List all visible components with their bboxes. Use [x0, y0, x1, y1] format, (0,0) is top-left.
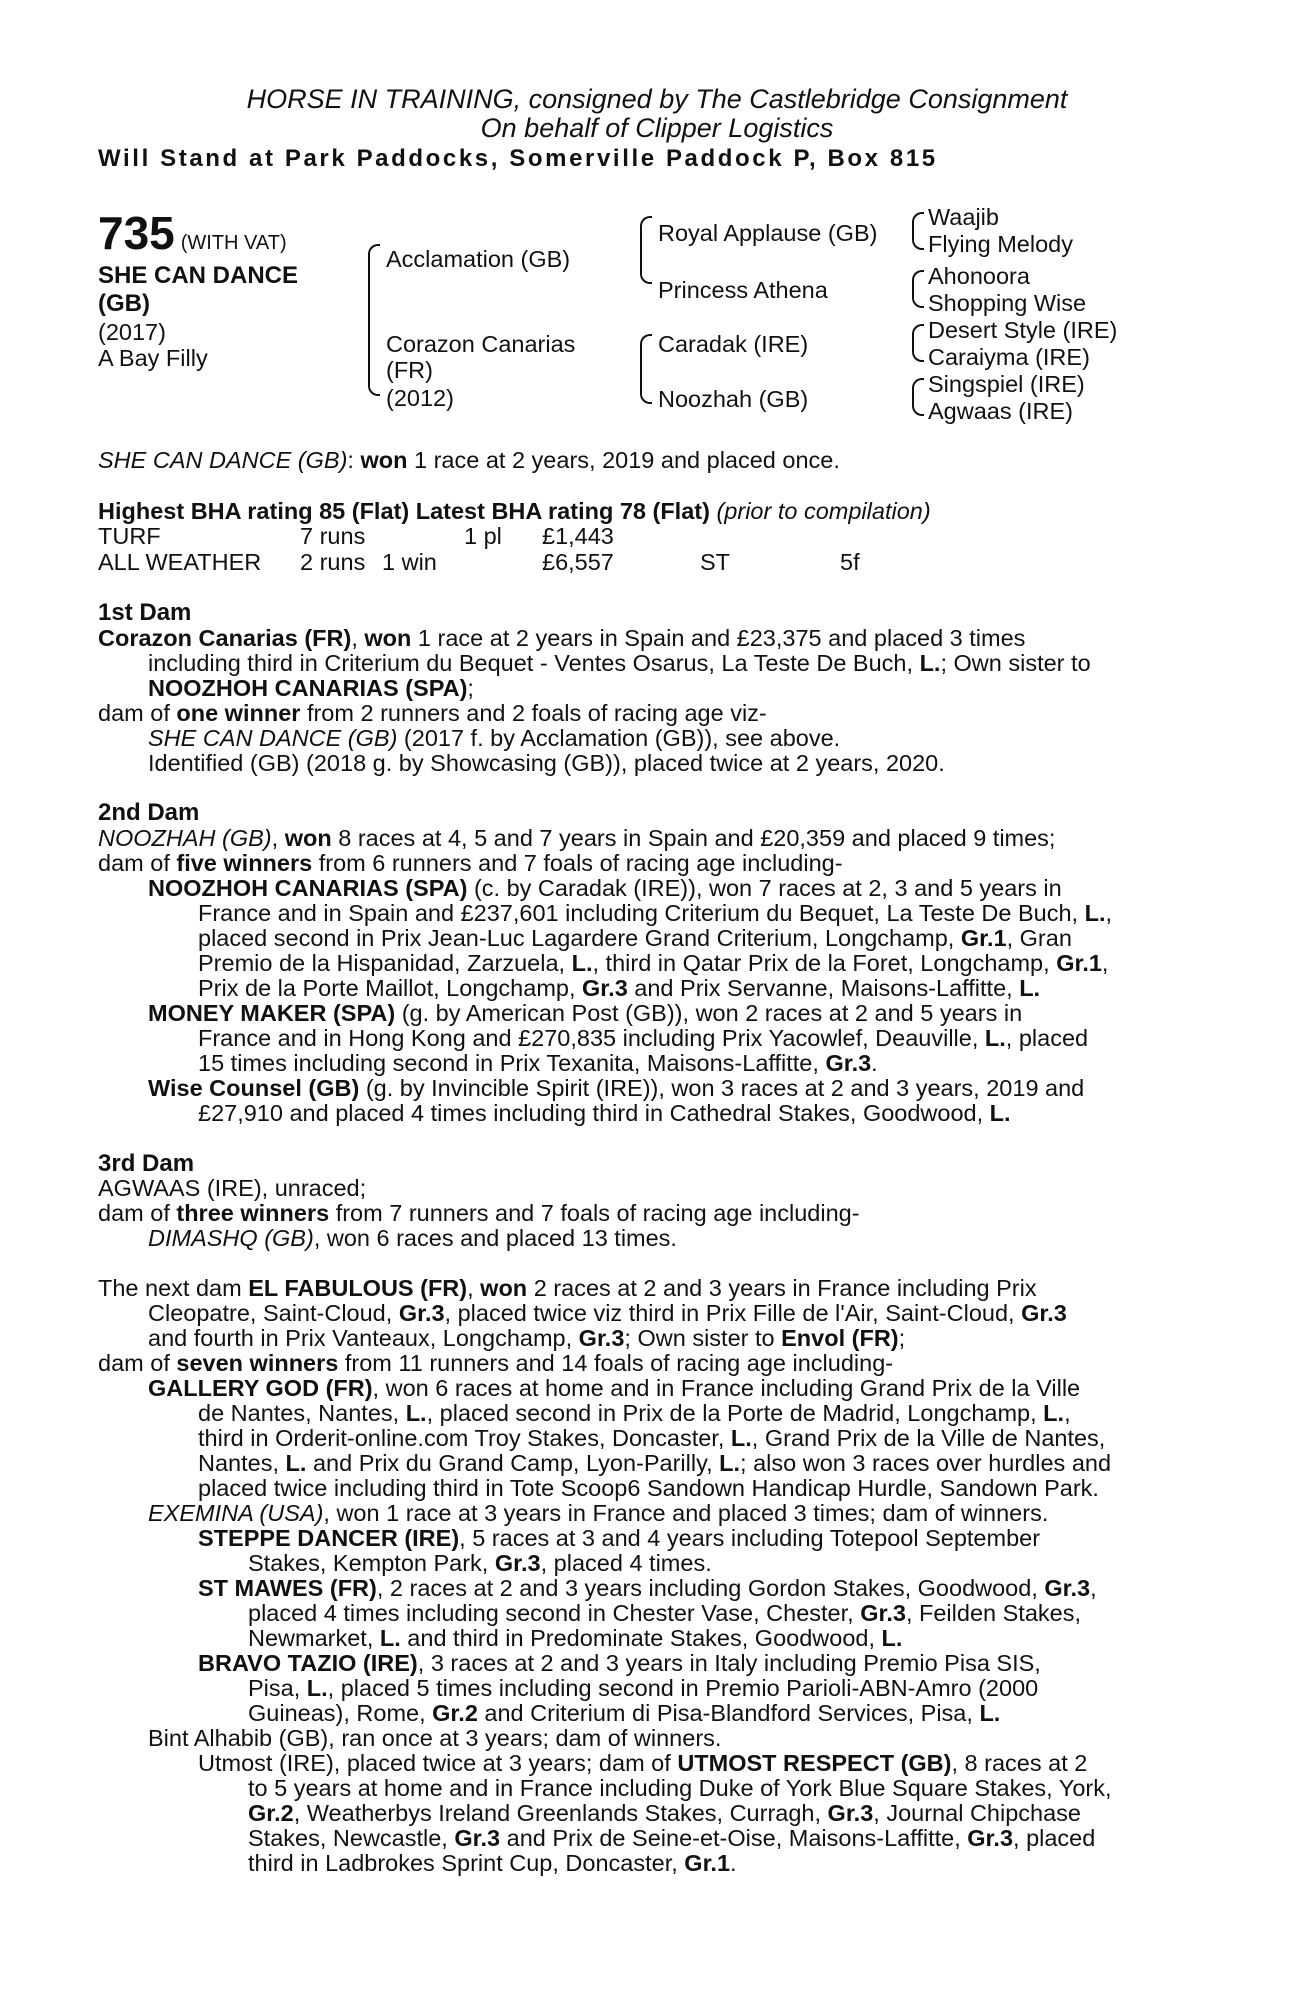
next-dam-line: and fourth in Prix Vanteaux, Longchamp, Gr.3; Own sister to Envol (FR);: [148, 1325, 906, 1351]
first-dam-heading: 1st Dam: [98, 599, 192, 626]
third-dam-heading: 3rd Dam: [98, 1150, 195, 1177]
pedigree-dam-sire: Caradak (IRE): [658, 331, 809, 357]
pedigree-sss: Waajib: [928, 204, 999, 230]
first-dam-line: including third in Criterium du Bequet - Ventes Osarus, La Teste De Buch, L.; Own sister to: [148, 650, 1091, 676]
pedigree-ddd: Agwaas (IRE): [928, 398, 1073, 424]
progeny-line: placed 4 times including second in Chester Vase, Chester, Gr.3, Feilden Stakes,: [248, 1600, 1081, 1626]
progeny-line: Premio de la Hispanidad, Zarzuela, L., third in Qatar Prix de la Foret, Longchamp, Gr.1,: [198, 950, 1109, 976]
progeny-line: placed second in Prix Jean-Luc Lagardere Grand Criterium, Longchamp, Gr.1, Gran: [198, 925, 1072, 951]
lot-number-block: [98, 208, 287, 258]
progeny-line: Utmost (IRE), placed twice at 3 years; dam of UTMOST RESPECT (GB), 8 races at 2: [198, 1750, 1088, 1776]
pedigree-sire-sire: Royal Applause (GB): [658, 220, 878, 246]
next-dam-line: Cleopatre, Saint-Cloud, Gr.3, placed twice viz third in Prix Fille de l'Air, Saint-Cloud, Gr.3: [148, 1300, 1067, 1326]
third-dam-produce: dam of three winners from 7 runners and 7 foals of racing age including-: [98, 1200, 860, 1226]
progeny-line: 15 times including second in Prix Texanita, Maisons-Laffitte, Gr.3.: [198, 1050, 878, 1076]
first-dam-produce: dam of one winner from 2 runners and 2 foals of racing age viz-: [98, 700, 767, 726]
record-runs: 2 runs: [300, 549, 366, 575]
consignor-line: HORSE IN TRAINING, consigned by The Castlebridge Consignment: [246, 84, 1068, 114]
race-summary: SHE CAN DANCE (GB): won 1 race at 2 years, 2019 and placed once.: [98, 447, 840, 473]
third-dam-line: AGWAAS (IRE), unraced;: [98, 1175, 367, 1201]
progeny-line: Wise Counsel (GB) (g. by Invincible Spirit (IRE)), won 3 races at 2 and 3 years, 2019 and: [148, 1075, 1085, 1101]
record-placed: 1 pl: [464, 523, 502, 549]
progeny-line: DIMASHQ (GB), won 6 races and placed 13 times.: [148, 1225, 677, 1251]
progeny-line: MONEY MAKER (SPA) (g. by American Post (GB)), won 2 races at 2 and 5 years in: [148, 1000, 1023, 1026]
location-line: Will Stand at Park Paddocks, Somerville Paddock P, Box 815: [98, 145, 938, 172]
progeny-line: France and in Spain and £237,601 including Criterium du Bequet, La Teste De Buch, L.,: [198, 900, 1113, 926]
first-dam-line: NOOZHOH CANARIAS (SPA);: [148, 675, 474, 701]
progeny-line: third in Ladbrokes Sprint Cup, Doncaster, Gr.1.: [248, 1850, 737, 1876]
progeny-line: de Nantes, Nantes, L., placed second in Prix de la Porte de Madrid, Longchamp, L.,: [198, 1400, 1071, 1426]
progeny-line: to 5 years at home and in France including Duke of York Blue Square Stakes, York,: [248, 1775, 1112, 1801]
bha-ratings: Highest BHA rating 85 (Flat) Latest BHA rating 78 (Flat) (prior to compilation): [98, 498, 931, 524]
record-distance: 5f: [840, 549, 860, 575]
pedigree-dds: Singspiel (IRE): [928, 371, 1085, 397]
first-dam-progeny: Identified (GB) (2018 g. by Showcasing (GB)), placed twice at 2 years, 2020.: [148, 750, 945, 776]
progeny-line: ST MAWES (FR), 2 races at 2 and 3 years including Gordon Stakes, Goodwood, Gr.3,: [198, 1575, 1097, 1601]
progeny-line: Bint Alhabib (GB), ran once at 3 years; dam of winners.: [148, 1725, 722, 1751]
progeny-line: placed twice including third in Tote Scoop6 Sandown Handicap Hurdle, Sandown Park.: [198, 1475, 1099, 1501]
pedigree-sds: Ahonoora: [928, 263, 1030, 289]
pedigree-brace-dam: [640, 334, 652, 404]
horse-name: SHE CAN DANCE (GB): [98, 262, 299, 317]
pedigree-brace-sire: [640, 216, 652, 284]
lot-number: 735: [98, 207, 175, 259]
record-going: ST: [700, 549, 731, 575]
record-money: £1,443: [542, 523, 614, 549]
pedigree-dss: Desert Style (IRE): [928, 317, 1118, 343]
record-wins: 1 win: [382, 549, 437, 575]
record-surface: TURF: [98, 523, 161, 549]
progeny-line: Nantes, L. and Prix du Grand Camp, Lyon-Parilly, L.; also won 3 races over hurdles and: [198, 1450, 1112, 1476]
progeny-line: GALLERY GOD (FR), won 6 races at home and in France including Grand Prix de la Ville: [148, 1375, 1081, 1401]
pedigree-brace-dd: [912, 378, 924, 416]
pedigree-sdd: Shopping Wise: [928, 290, 1087, 316]
next-dam-produce: dam of seven winners from 11 runners and 14 foals of racing age including-: [98, 1350, 894, 1376]
pedigree-brace-ss: [912, 212, 924, 250]
progeny-line: France and in Hong Kong and £270,835 including Prix Yacowlef, Deauville, L., placed: [198, 1025, 1089, 1051]
pedigree-dsd: Caraiyma (IRE): [928, 344, 1090, 370]
progeny-line: Newmarket, L. and third in Predominate Stakes, Goodwood, L.: [248, 1625, 903, 1651]
progeny-line: STEPPE DANCER (IRE), 5 races at 3 and 4 years including Totepool September: [198, 1525, 1041, 1551]
second-dam-produce: dam of five winners from 6 runners and 7 foals of racing age including-: [98, 850, 843, 876]
pedigree-dam-line1: Corazon Canarias: [386, 331, 576, 357]
pedigree-dam-line2: (FR): [386, 357, 433, 383]
progeny-line: EXEMINA (USA), won 1 race at 3 years in France and placed 3 times; dam of winners.: [148, 1500, 1049, 1526]
progeny-line: Prix de la Porte Maillot, Longchamp, Gr.3 and Prix Servanne, Maisons-Laffitte, L.: [198, 975, 1041, 1001]
record-runs: 7 runs: [300, 523, 366, 549]
pedigree-sire: Acclamation (GB): [386, 246, 571, 272]
on-behalf-line: On behalf of Clipper Logistics: [480, 113, 834, 143]
pedigree-dam-dam: Noozhah (GB): [658, 386, 809, 412]
progeny-line: Gr.2, Weatherbys Ireland Greenlands Stakes, Curragh, Gr.3, Journal Chipchase: [248, 1800, 1081, 1826]
progeny-line: Stakes, Kempton Park, Gr.3, placed 4 times.: [248, 1550, 712, 1576]
horse-year: (2017): [98, 319, 166, 345]
progeny-line: £27,910 and placed 4 times including third in Cathedral Stakes, Goodwood, L.: [198, 1100, 1011, 1126]
progeny-line: third in Orderit-online.com Troy Stakes, Doncaster, L., Grand Prix de la Ville de Nantes,: [198, 1425, 1106, 1451]
progeny-line: Stakes, Newcastle, Gr.3 and Prix de Seine-et-Oise, Maisons-Laffitte, Gr.3, placed: [248, 1825, 1096, 1851]
progeny-line: NOOZHOH CANARIAS (SPA) (c. by Caradak (IRE)), won 7 races at 2, 3 and 5 years in: [148, 875, 1062, 901]
pedigree-brace-sd: [912, 270, 924, 308]
pedigree-dam-line3: (2012): [386, 385, 454, 411]
progeny-line: BRAVO TAZIO (IRE), 3 races at 2 and 3 years in Italy including Premio Pisa SIS,: [198, 1650, 1041, 1676]
pedigree-brace-main: [368, 244, 380, 396]
progeny-line: Guineas), Rome, Gr.2 and Criterium di Pisa-Blandford Services, Pisa, L.: [248, 1700, 1001, 1726]
record-money: £6,557: [542, 549, 614, 575]
second-dam-heading: 2nd Dam: [98, 799, 200, 826]
second-dam-line: NOOZHAH (GB), won 8 races at 4, 5 and 7 years in Spain and £20,359 and placed 9 times;: [98, 825, 1056, 851]
next-dam-line: The next dam EL FABULOUS (FR), won 2 races at 2 and 3 years in France including Prix: [98, 1275, 1037, 1301]
record-surface: ALL WEATHER: [98, 549, 262, 575]
first-dam-line: Corazon Canarias (FR), won 1 race at 2 years in Spain and £23,375 and placed 3 times: [98, 625, 1026, 651]
pedigree-ssd: Flying Melody: [928, 231, 1073, 257]
progeny-line: Pisa, L., placed 5 times including second in Premio Parioli-ABN-Amro (2000: [248, 1675, 1039, 1701]
first-dam-progeny: SHE CAN DANCE (GB) (2017 f. by Acclamation (GB)), see above.: [148, 725, 841, 751]
horse-description: A Bay Filly: [98, 345, 208, 371]
pedigree-brace-ds: [912, 324, 924, 362]
pedigree-sire-dam: Princess Athena: [658, 277, 828, 303]
vat-note: (WITH VAT): [180, 232, 287, 254]
